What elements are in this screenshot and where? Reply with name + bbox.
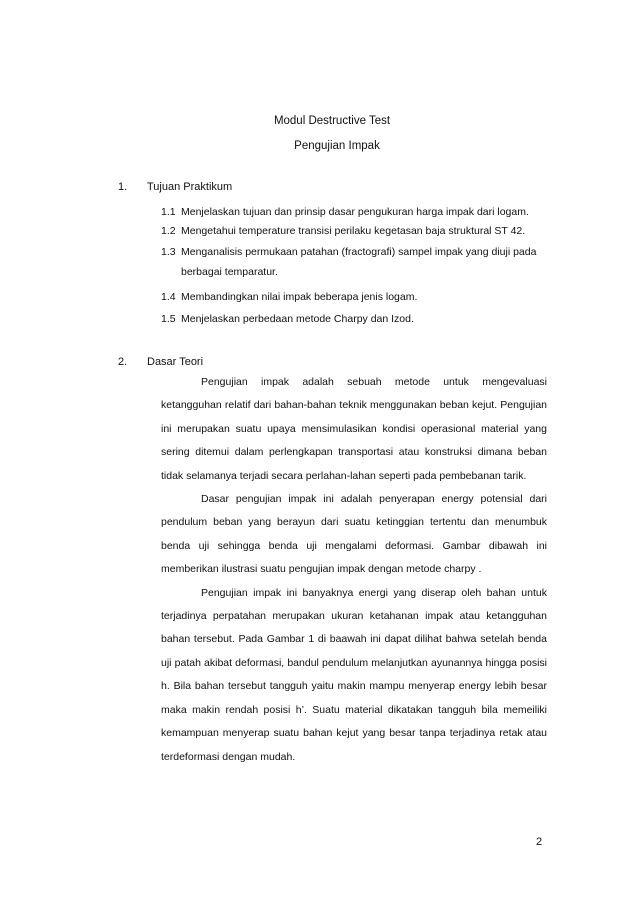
list-item-number: 1.2 bbox=[161, 225, 176, 237]
section-2-title: Dasar Teori bbox=[147, 356, 204, 368]
section-2-number: 2. bbox=[118, 356, 128, 368]
paragraph: Pengujian impak adalah sebuah metode untuk mengevaluasi ketangguhan relatif dari bahan-bahan teknik menggunakan beban kejut. Pengujian ini merupakan suatu upaya mensimulasikan kondisi operasional material yang sering ditemui dalam perlengkapan transportasi atau konstruksi dimana beban tidak selamanya terjadi secara perlahan-lahan seperti pada pembebanan tarik. bbox=[161, 376, 547, 482]
document-title: Modul Destructive Test bbox=[273, 115, 391, 127]
list-item-text: Menjelaskan tujuan dan prinsip dasar pengukuran harga impak dari logam. bbox=[181, 206, 529, 218]
list-item-number: 1.1 bbox=[161, 206, 176, 218]
list-item-text: Menjelaskan perbedaan metode Charpy dan Izod. bbox=[181, 313, 414, 325]
page-number: 2 bbox=[536, 836, 543, 848]
list-item bbox=[161, 246, 536, 258]
list-item bbox=[161, 225, 525, 237]
list-item bbox=[161, 291, 417, 303]
list-item bbox=[161, 313, 414, 325]
paragraph: Dasar pengujian impak ini adalah penyerapan energy potensial dari pendulum beban yang berayun dari suatu ketinggian tertentu dan menumbuk benda uji sehingga benda uji mengalami deformasi. Gambar dibawah ini memberikan ilustrasi suatu pengujian impak dengan metode charpy . bbox=[161, 493, 547, 576]
list-item-text: Membandingkan nilai impak beberapa jenis logam. bbox=[181, 291, 418, 303]
paragraph: Pengujian impak ini banyaknya energi yang diserap oleh bahan untuk terjadinya perpatahan merupakan ukuran ketahanan impak atau ketangguhan bahan tersebut. Pada Gambar 1 di baawah ini dapat dilihat bahwa setelah benda uji patah akibat deformasi, bandul pendulum melanjutkan ayunannya hingga posisi h. Bila bahan tersebut tangguh yaitu makin mampu menyerap energy lebih besar maka makin rendah posisi h’. Suatu material dikatakan tangguh bila memeiliki kemampuan menyerap suatu bahan kejut yang besar tanpa terjadinya retak atau terdeformasi dengan mudah. bbox=[161, 586, 547, 763]
list-item-number: 1.5 bbox=[161, 313, 176, 325]
section-1-title: Tujuan Praktikum bbox=[147, 181, 233, 193]
list-item-text: Mengetahui temperature transisi perilaku kegetasan baja struktural ST 42. bbox=[181, 225, 526, 237]
list-item-number: 1.3 bbox=[161, 246, 176, 258]
section-1-number: 1. bbox=[118, 181, 128, 193]
document-subtitle: Pengujian Impak bbox=[294, 140, 380, 152]
list-item-continuation: berbagai temparatur. bbox=[181, 266, 278, 278]
section-2-body bbox=[161, 371, 547, 769]
list-item-text: Menganalisis permukaan patahan (fractografi) sampel impak yang diuji pada bbox=[181, 246, 537, 258]
list-item-number: 1.4 bbox=[161, 291, 176, 303]
list-item bbox=[161, 206, 529, 218]
